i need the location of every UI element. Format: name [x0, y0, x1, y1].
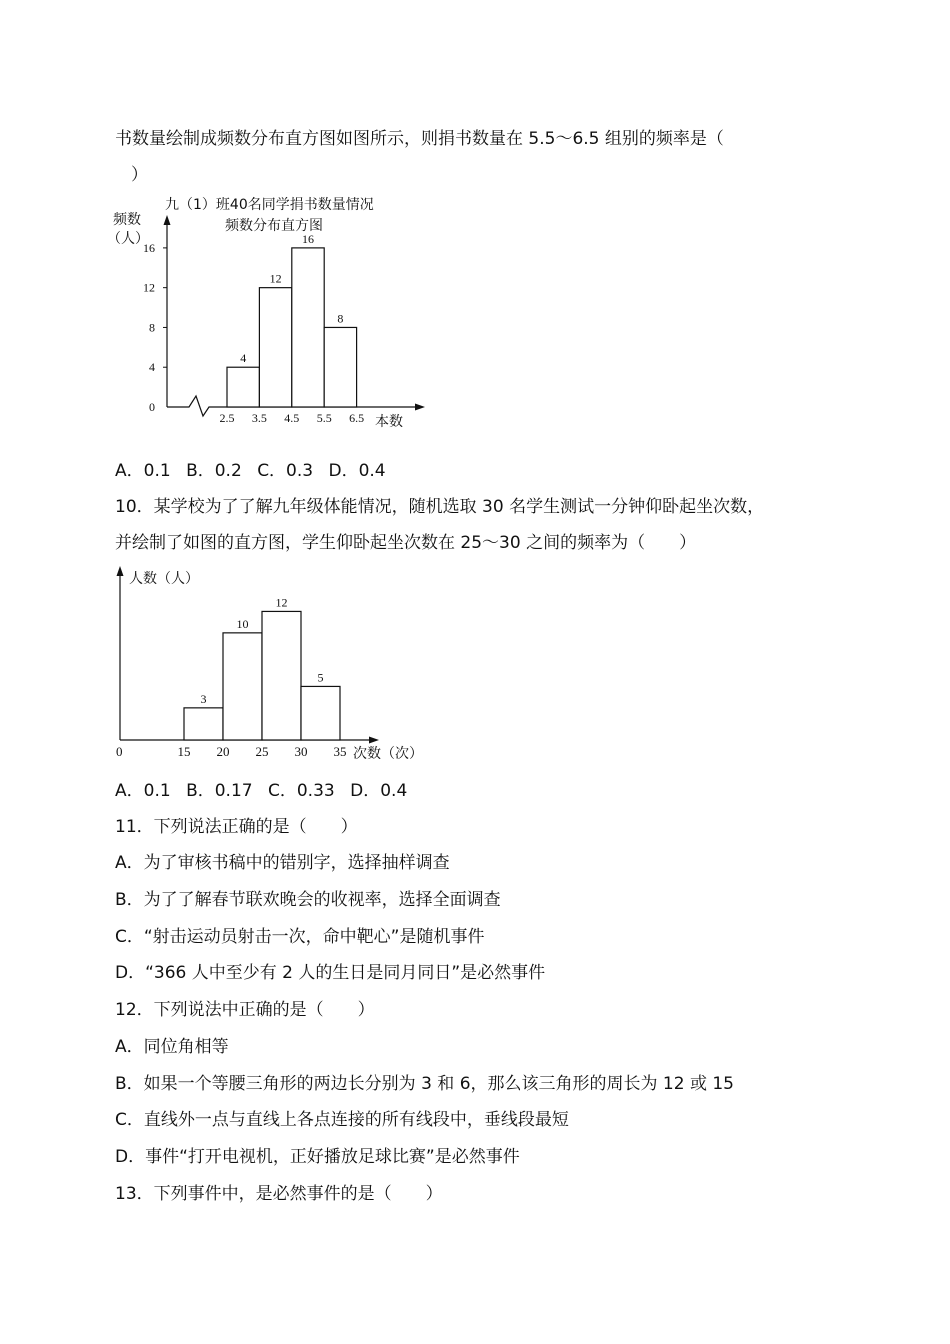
chart1-bar-label: 16 — [302, 231, 314, 246]
q9-option-d[interactable]: D．0.4 — [328, 461, 386, 481]
q10-option-c[interactable]: C．0.33 — [268, 781, 335, 801]
q9-stem-line2: ） — [131, 165, 148, 185]
chart2-bar — [223, 633, 262, 740]
q12-option-a[interactable]: A．同位角相等 — [115, 1037, 229, 1057]
q9-option-c[interactable]: C．0.3 — [257, 461, 314, 481]
q12-option-b[interactable]: B．如果一个等腰三角形的两边长分别为 3 和 6，那么该三角形的周长为 12 或 15 — [115, 1074, 734, 1094]
chart1-ytick-label: 16 — [143, 240, 155, 255]
chart1-ytick-label: 12 — [143, 280, 155, 295]
chart2-bar-label: 3 — [200, 691, 207, 706]
chart1-bar — [292, 248, 324, 407]
q10-option-d[interactable]: D．0.4 — [350, 781, 408, 801]
q9-options — [115, 459, 396, 483]
chart1-bar-label: 4 — [240, 351, 247, 366]
chart2-xtick-label: 15 — [177, 744, 191, 759]
chart2-bar — [262, 611, 301, 740]
chart2-ylabel: 人数（人） — [129, 571, 199, 587]
q10-options — [115, 779, 417, 803]
chart1-ytick-label: 8 — [149, 320, 155, 335]
chart1-xtick-label: 6.5 — [349, 411, 365, 425]
q11-option-d[interactable]: D．“366 人中至少有 2 人的生日是同月同日”是必然事件 — [115, 963, 546, 983]
q10-stem-line1: 10．某学校为了了解九年级体能情况，随机选取 30 名学生测试一分钟仰卧起坐次数， — [115, 497, 765, 517]
chart2-xtick-label: 25 — [255, 744, 269, 759]
chart2-bar-label: 5 — [317, 670, 324, 685]
chart1-xtick-label: 4.5 — [284, 411, 300, 425]
q9-option-a[interactable]: A．0.1 — [115, 461, 171, 481]
chart1-xtick-label: 5.5 — [316, 411, 332, 425]
chart1-xtick-label: 2.5 — [219, 411, 235, 425]
q12-option-d[interactable]: D．事件“打开电视机，正好播放足球比赛”是必然事件 — [115, 1147, 520, 1167]
chart2-bar-label: 10 — [236, 616, 249, 631]
q11-option-b[interactable]: B．为了了解春节联欢晚会的收视率，选择全面调查 — [115, 890, 501, 910]
q12-option-c[interactable]: C．直线外一点与直线上各点连接的所有线段中，垂线段最短 — [115, 1110, 569, 1130]
chart1-bar — [227, 367, 259, 407]
q11-option-a[interactable]: A．为了审核书稿中的错别字，选择抽样调查 — [115, 853, 450, 873]
chart1-ylabel-line2: （人） — [107, 231, 149, 247]
chart2-xtick-label: 30 — [294, 744, 308, 759]
q9-stem-line1: 书数量绘制成频数分布直方图如图所示，则捐书数量在 5.5～6.5 组别的频率是（ — [115, 129, 724, 149]
q13-stem: 13．下列事件中，是必然事件的是（ ） — [115, 1184, 443, 1204]
chart1-title: 九（1）班40名同学捐书数量情况 — [165, 197, 374, 213]
chart1-bar — [324, 327, 356, 407]
chart1-bar-label: 12 — [269, 271, 282, 286]
chart1-ytick-label: 4 — [149, 360, 155, 375]
q12-stem: 12．下列说法中正确的是（ ） — [115, 1000, 375, 1020]
q11-stem: 11．下列说法正确的是（ ） — [115, 817, 358, 837]
chart2-xtick-label: 20 — [216, 744, 230, 759]
chart1-bar-label: 8 — [337, 311, 344, 326]
chart2-xlabel: 次数（次） — [353, 746, 423, 762]
chart2-xtick-label: 35 — [333, 744, 347, 759]
chart2-origin-label: 0 — [116, 744, 123, 759]
chart1-y-axis-arrow — [164, 215, 171, 225]
chart1-xlabel: 本数 — [375, 414, 403, 430]
chart2-bar — [184, 708, 223, 740]
chart2-bar — [301, 686, 340, 740]
chart-book-donation — [105, 188, 435, 438]
chart2-x-axis-arrow — [369, 737, 379, 744]
chart1-bar — [259, 288, 291, 407]
chart-situps — [105, 560, 435, 765]
chart1-ylabel-line1: 频数 — [113, 212, 141, 228]
chart2-bar-label: 12 — [275, 595, 288, 610]
chart1-xtick-label: 3.5 — [251, 411, 267, 425]
q10-option-a[interactable]: A．0.1 — [115, 781, 171, 801]
q11-option-c[interactable]: C．“射击运动员射击一次，命中靶心”是随机事件 — [115, 927, 485, 947]
chart1-subtitle: 频数分布直方图 — [225, 218, 323, 234]
q10-option-b[interactable]: B．0.17 — [186, 781, 253, 801]
chart1-x-axis-arrow — [415, 404, 425, 411]
chart2-y-axis-arrow — [117, 566, 124, 576]
q9-option-b[interactable]: B．0.2 — [186, 461, 242, 481]
chart1-ytick-label: 0 — [149, 400, 155, 414]
q10-stem-line2: 并绘制了如图的直方图，学生仰卧起坐次数在 25～30 之间的频率为（ ） — [115, 533, 697, 553]
